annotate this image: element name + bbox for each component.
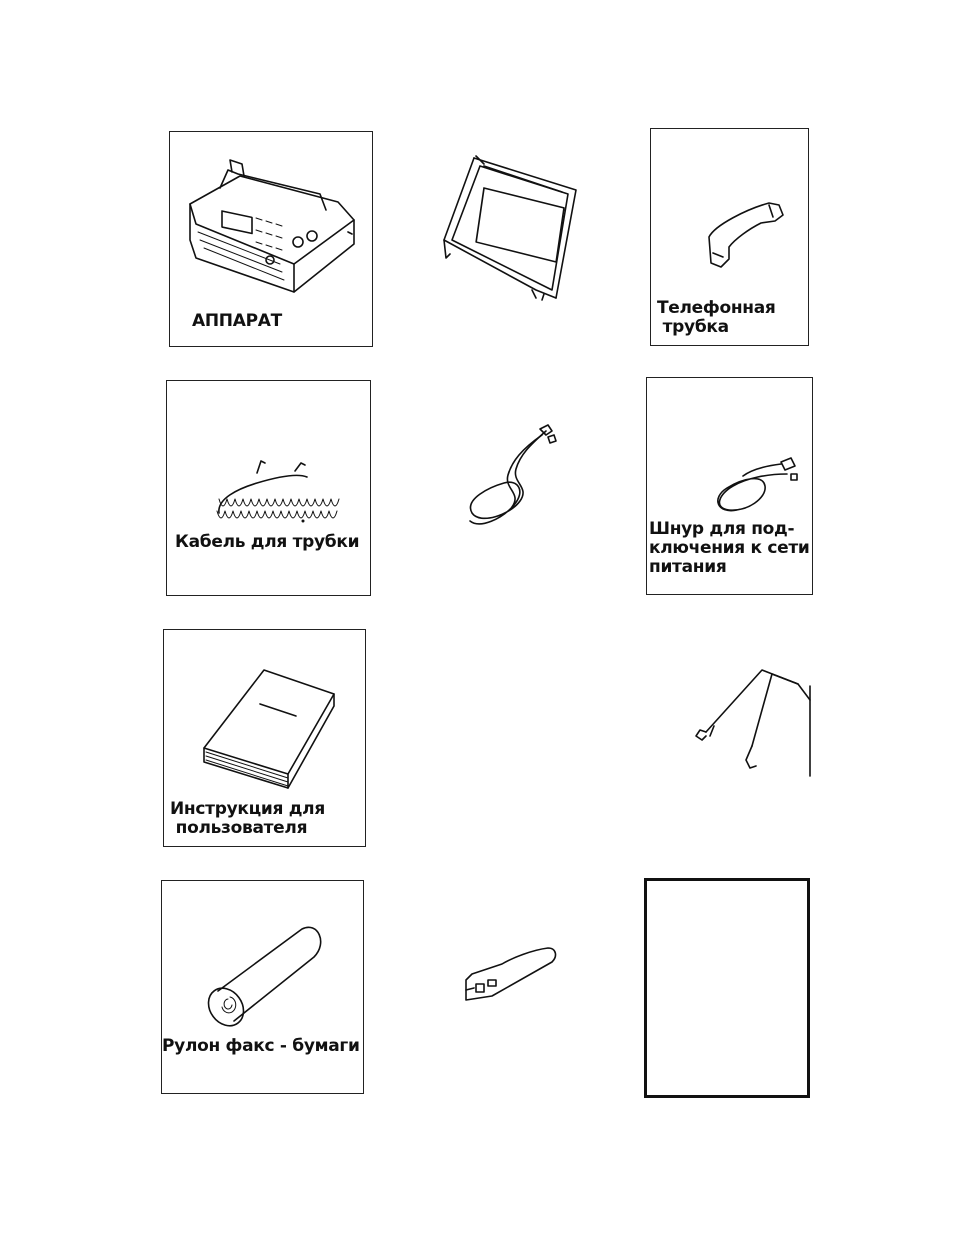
label-apparatus: АППАРАТ	[192, 311, 282, 331]
item-power-cord	[646, 377, 813, 595]
item-handset	[650, 128, 809, 346]
label-handset: Телефонная трубка	[657, 298, 776, 337]
wire-paper-tray-icon	[692, 666, 812, 781]
document-stand-icon	[436, 150, 586, 300]
telephone-line-cord-icon	[460, 425, 560, 535]
item-manual	[163, 629, 366, 847]
coiled-cable-icon	[167, 381, 372, 597]
label-handset-cable: Кабель для трубки	[175, 532, 360, 552]
item-handset-cable	[166, 380, 371, 596]
item-apparatus	[169, 131, 373, 347]
item-paper-roll	[161, 880, 364, 1094]
label-paper-roll: Рулон факс - бумаги	[162, 1036, 360, 1056]
blank-sheet-icon	[644, 878, 810, 1098]
flat-key-icon	[462, 944, 562, 1009]
label-power-cord: Шнур для под- ключения к сети питания	[649, 519, 810, 577]
label-manual: Инструкция для пользователя	[170, 799, 325, 838]
paper-roll-icon	[162, 881, 365, 1095]
